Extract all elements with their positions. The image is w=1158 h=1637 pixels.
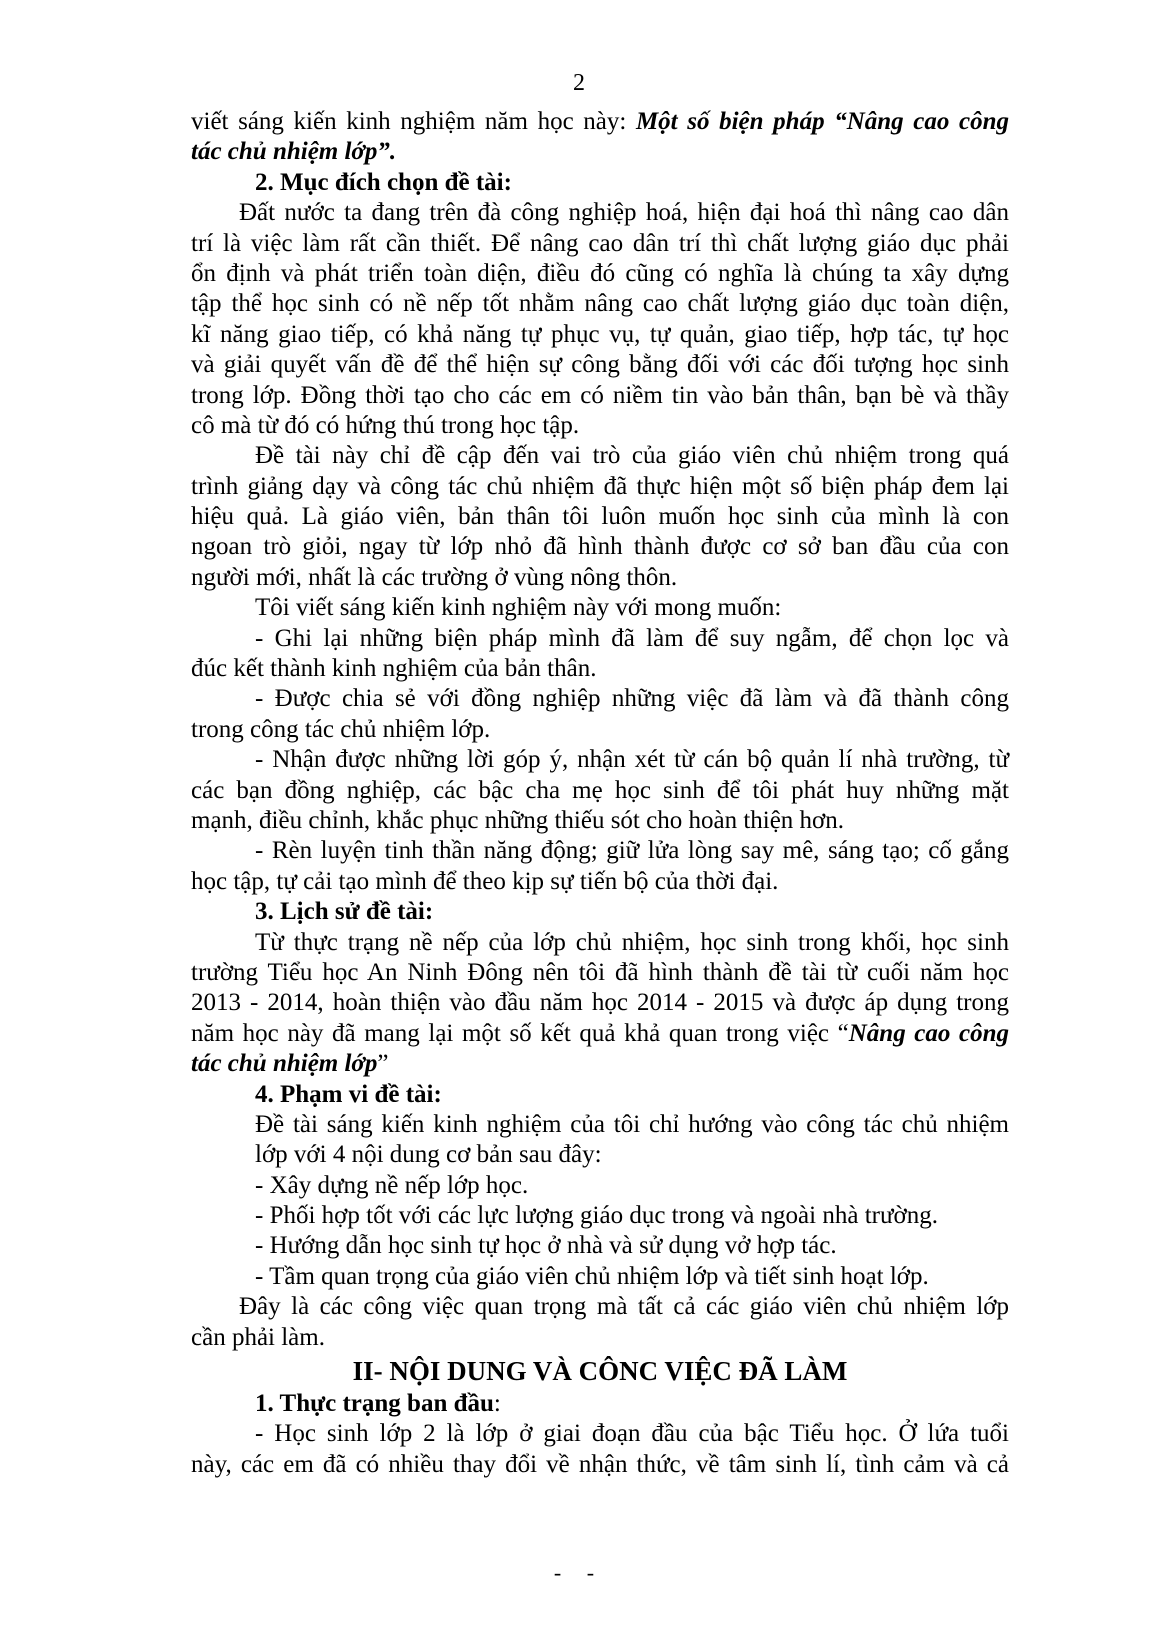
- text-line: [191, 1140, 1009, 1170]
- text-span: Đây là các công việc quan trọng mà tất cả các giáo viên chủ nhiệm lớp: [239, 1293, 1009, 1321]
- text-span: hiệu quả. Là giáo viên, bản thân tôi luôn muốn học sinh của mình là con: [191, 503, 1009, 531]
- text-line: [191, 1201, 1009, 1231]
- text-line: [191, 715, 1009, 745]
- text-line: [191, 229, 1009, 259]
- text-line: [191, 1450, 1009, 1480]
- text-span: - Nhận được những lời góp ý, nhận xét từ cán bộ quản lí nhà trường, từ: [255, 746, 1009, 774]
- text-span: kĩ năng giao tiếp, có khả năng tự phục vụ, tự quản, giao tiếp, hợp tác, tự học: [191, 320, 1009, 348]
- text-line: [191, 350, 1009, 380]
- text-line: [191, 958, 1009, 988]
- text-span: các bạn đồng nghiệp, các bậc cha mẹ học sinh để tôi phát huy những mặt: [191, 776, 1009, 804]
- text-line: [191, 988, 1009, 1018]
- text-span: tập thể học sinh có nề nếp tốt nhằm nâng cao chất lượng giáo dục toàn diện,: [191, 290, 1009, 318]
- text-line: [191, 776, 1009, 806]
- text-span: Đề tài này chỉ đề cập đến vai trò của giáo viên chủ nhiệm trong quá: [255, 442, 1009, 470]
- text-span: trí là việc làm rất cần thiết. Để nâng cao dân trí thì chất lượng giáo dục phải: [191, 229, 1009, 257]
- page-footer: - -: [553, 1560, 605, 1585]
- text-span: học tập, tự cải tạo mình để theo kịp sự tiến bộ của thời đại.: [191, 867, 779, 895]
- text-line: [191, 1019, 1009, 1049]
- text-line: [191, 1171, 1009, 1201]
- text-span: Đất nước ta đang trên đà công nghiệp hoá, hiện đại hoá thì nâng cao dân: [239, 199, 1009, 227]
- text-line: [191, 320, 1009, 350]
- text-span: người mới, nhất là các trường ở vùng nông thôn.: [191, 563, 678, 591]
- text-span: 2. Mục đích chọn đề tài:: [255, 168, 512, 196]
- text-line: [191, 806, 1009, 836]
- text-line: [191, 897, 1009, 927]
- text-span: cần phải làm.: [191, 1323, 325, 1351]
- text-line: [191, 137, 1009, 167]
- text-line: [191, 684, 1009, 714]
- text-line: [191, 745, 1009, 775]
- text-line: [191, 107, 1009, 137]
- text-line: [191, 1323, 1009, 1353]
- text-span: - Xây dựng nề nếp lớp học.: [255, 1171, 529, 1199]
- text-span: 2013 - 2014, hoàn thiện vào đầu năm học 2014 - 2015 và được áp dụng trong: [191, 989, 1009, 1017]
- text-span: và giải quyết vấn đề để thể hiện sự công bằng đối với các đối tượng học sinh: [191, 351, 1009, 379]
- text-line: [191, 532, 1009, 562]
- text-line: [191, 502, 1009, 532]
- text-span: tác chủ nhiệm lớp: [191, 1050, 378, 1078]
- text-line: [191, 867, 1009, 897]
- text-line: [191, 289, 1009, 319]
- text-span: Một số biện pháp “Nâng cao công: [635, 108, 1009, 135]
- text-span: cô mà từ đó có hứng thú trong học tập.: [191, 411, 580, 439]
- text-line: [191, 928, 1009, 958]
- section-heading: [191, 1353, 1009, 1389]
- text-span: 3. Lịch sử đề tài:: [255, 898, 434, 926]
- text-span: - Rèn luyện tinh thần năng động; giữ lửa lòng say mê, sáng tạo; cố gắng: [255, 837, 1009, 865]
- text-span: ”: [377, 1050, 389, 1078]
- text-span: 4. Phạm vi đề tài:: [255, 1080, 442, 1108]
- text-line: [191, 381, 1009, 411]
- text-span: này, các em đã có nhiều thay đổi về nhận thức, về tâm sinh lí, tình cảm và cả: [191, 1450, 1009, 1478]
- text-span: - Được chia sẻ với đồng nghiệp những việc đã làm và đã thành công: [255, 685, 1009, 713]
- text-line: [191, 1049, 1009, 1079]
- text-line: [191, 1419, 1009, 1449]
- text-span: - Tầm quan trọng của giáo viên chủ nhiệm lớp và tiết sinh hoạt lớp.: [255, 1262, 929, 1290]
- text-line: [191, 1231, 1009, 1261]
- text-line: [191, 593, 1009, 623]
- text-span: lớp với 4 nội dung cơ bản sau đây:: [255, 1141, 602, 1169]
- text-line: [191, 836, 1009, 866]
- text-span: :: [493, 1390, 501, 1418]
- text-span: ngoan trò giỏi, ngay từ lớp nhỏ đã hình thành được cơ sở ban đầu của con: [191, 533, 1009, 561]
- text-line: [191, 259, 1009, 289]
- text-span: ổn định và phát triển toàn diện, điều đó cũng có nghĩa là chúng ta xây dựng: [191, 259, 1009, 287]
- text-line: [191, 472, 1009, 502]
- text-line: [191, 1262, 1009, 1292]
- text-line: [191, 1110, 1009, 1140]
- text-line: [191, 168, 1009, 198]
- text-line: [191, 563, 1009, 593]
- text-span: 1. Thực trạng ban đầu: [255, 1390, 494, 1418]
- text-span: trường Tiểu học An Ninh Đông nên tôi đã hình thành đề tài từ cuối năm học: [191, 958, 1009, 986]
- text-line: [191, 624, 1009, 654]
- text-span: trong công tác chủ nhiệm lớp.: [191, 715, 491, 743]
- text-span: trình giảng dạy và công tác chủ nhiệm đã thực hiện một số biện pháp đem lại: [191, 472, 1009, 500]
- text-span: Từ thực trạng nề nếp của lớp chủ nhiệm, học sinh trong khối, học sinh: [255, 928, 1009, 956]
- text-span: mạnh, điều chỉnh, khắc phục những thiếu sót cho hoàn thiện hơn.: [191, 806, 845, 834]
- text-span: năm học này đã mang lại một số kết quả khả quan trong việc “: [191, 1019, 849, 1047]
- text-line: [191, 198, 1009, 228]
- text-line: [191, 654, 1009, 684]
- text-span: viết sáng kiến kinh nghiệm năm học này:: [191, 108, 636, 135]
- text-span: II- NỘI DUNG VÀ CÔNC VIỆC ĐÃ LÀM: [352, 1356, 848, 1387]
- text-span: Tôi viết sáng kiến kinh nghiệm này với mong muốn:: [255, 594, 782, 622]
- page-number: 2: [573, 70, 585, 96]
- text-span: Nâng cao công: [848, 1019, 1009, 1047]
- text-line: [191, 1292, 1009, 1322]
- text-line: [191, 411, 1009, 441]
- text-line: [191, 441, 1009, 471]
- text-span: - Học sinh lớp 2 là lớp ở giai đoạn đầu của bậc Tiểu học. Ở lứa tuổi: [255, 1420, 1009, 1448]
- text-span: trong lớp. Đồng thời tạo cho các em có niềm tin vào bản thân, bạn bè và thầy: [191, 381, 1009, 409]
- text-span: tác chủ nhiệm lớp”.: [191, 138, 397, 166]
- document-body: [191, 107, 1009, 1480]
- text-line: [191, 1389, 1009, 1419]
- text-span: - Hướng dẫn học sinh tự học ở nhà và sử dụng vở hợp tác.: [255, 1232, 837, 1260]
- text-span: đúc kết thành kinh nghiệm của bản thân.: [191, 655, 597, 683]
- text-span: - Phối hợp tốt với các lực lượng giáo dục trong và ngoài nhà trường.: [255, 1202, 938, 1230]
- text-span: Đề tài sáng kiến kinh nghiệm của tôi chỉ hướng vào công tác chủ nhiệm: [255, 1110, 1009, 1138]
- text-line: [191, 1080, 1009, 1110]
- text-span: - Ghi lại những biện pháp mình đã làm để suy ngẫm, để chọn lọc và: [255, 624, 1009, 652]
